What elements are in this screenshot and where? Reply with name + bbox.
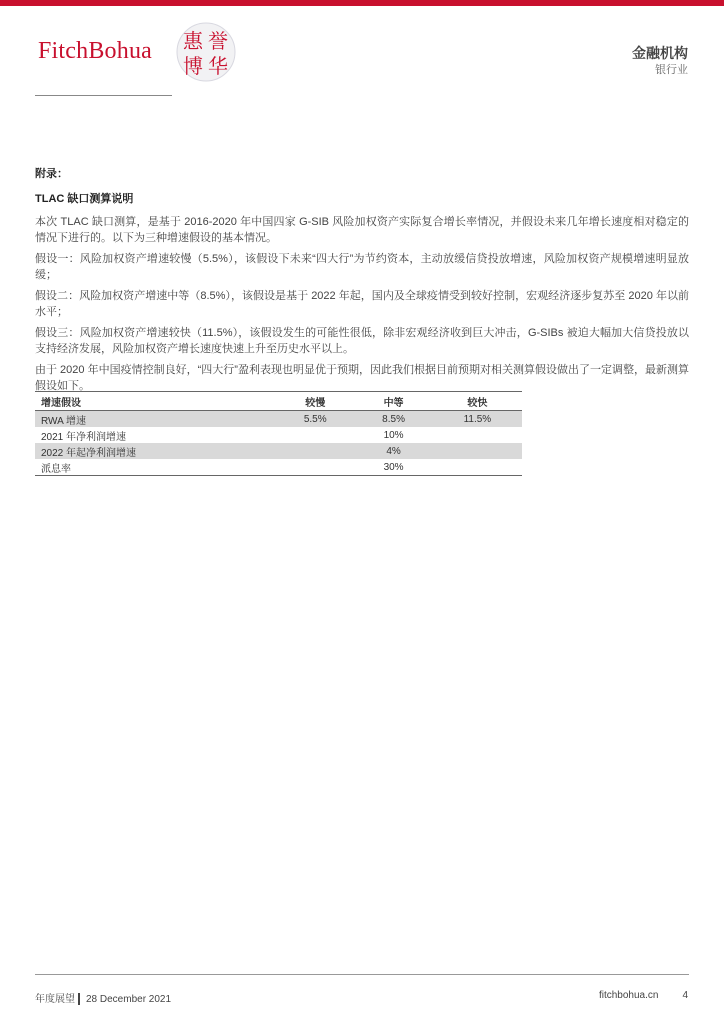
- seal-char-2: 誉: [208, 29, 228, 53]
- table-header-fast: 较快: [433, 392, 522, 411]
- table-cell-slow: 5.5%: [276, 411, 354, 428]
- table-cell-slow: [276, 459, 354, 476]
- footer-right: [599, 990, 688, 1001]
- footer-divider: [35, 974, 689, 975]
- appendix-title: 附录：: [35, 168, 68, 180]
- top-accent-bar: [0, 0, 724, 6]
- paragraph-intro: 本次 TLAC 缺口测算，是基于 2016-2020 年中国四家 G-SIB 风险加权资产实际复合增长率情况，并假设未来几年增长速度相对稳定的情况下进行的。以下为三种增速假设的基本情况。: [35, 216, 689, 244]
- header-divider: [35, 95, 172, 96]
- logo-wordmark: FitchBohua: [38, 38, 152, 64]
- table-cell-slow: [276, 427, 354, 443]
- appendix-content: [35, 166, 689, 399]
- footer-report-type: 年度展望: [35, 994, 75, 1005]
- seal-logo-icon: [176, 22, 236, 82]
- footer-separator: [78, 993, 80, 1005]
- table-cell-mid: 10%: [383, 429, 404, 441]
- table-header-mid: 中等: [354, 392, 432, 411]
- section-title: TLAC 缺口测算说明: [35, 193, 134, 205]
- assumption-table: [35, 391, 522, 476]
- table-row: [35, 411, 522, 428]
- table-cell-fast: [433, 427, 522, 443]
- sector-title: 金融机构: [632, 45, 688, 61]
- table-cell-label: 2022 年起净利润增速: [35, 443, 276, 459]
- footer-left: [35, 990, 171, 1005]
- table-cell-fast: [433, 459, 522, 476]
- table-cell-label: 派息率: [35, 459, 276, 476]
- table-cell-mid: 30%: [354, 459, 432, 476]
- seal-char-1: 惠: [183, 29, 203, 53]
- paragraph-assumption-1: 假设一：风险加权资产增速较慢（5.5%），该假设下未来“四大行”为节约资本，主动放缓信贷投放增速，风险加权资产规模增速明显放缓；: [35, 253, 689, 281]
- fitchbohua-logo: [38, 22, 238, 84]
- table-header-assumption: 增速假设: [35, 392, 276, 411]
- seal-char-3: 博: [183, 54, 203, 78]
- paragraph-adjustment: 由于 2020 年中国疫情控制良好，“四大行”盈利表现也明显优于预期，因此我们根据目前预期对相关测算假设做出了一定调整，最新测算假设如下。: [35, 364, 689, 392]
- table-cell-fast: [433, 443, 522, 459]
- sector-header: [632, 44, 688, 78]
- table-cell-fast: 11.5%: [433, 411, 522, 428]
- table-row: [35, 427, 522, 443]
- table-header-row: [35, 392, 522, 411]
- table-cell-mid: 8.5%: [354, 411, 432, 428]
- table-cell-mid: 4%: [354, 443, 432, 459]
- paragraph-assumption-2: 假设二：风险加权资产增速中等（8.5%），该假设是基于 2022 年起，国内及全球疫情受到较好控制，宏观经济逐步复苏至 2020 年以前水平；: [35, 290, 689, 318]
- paragraph-assumption-3: 假设三：风险加权资产增速较快（11.5%），该假设发生的可能性很低，除非宏观经济收到巨大冲击，G-SIBs 被迫大幅加大信贷投放以支持经济发展，风险加权资产增长速度快速上升至历史水平以上。: [35, 327, 689, 355]
- table-cell-label: RWA 增速: [35, 411, 276, 428]
- table-row: [35, 443, 522, 459]
- table-cell-label: 2021 年净利润增速: [41, 431, 127, 443]
- footer-date: 28 December 2021: [86, 994, 172, 1005]
- table-cell-slow: [276, 443, 354, 459]
- footer-website-link[interactable]: fitchbohua.cn: [598, 990, 659, 1001]
- table-row: [35, 459, 522, 476]
- subsector-title: 银行业: [655, 64, 688, 76]
- seal-char-4: 华: [208, 54, 228, 78]
- page-number: 4: [682, 990, 688, 1001]
- table-header-slow: 较慢: [276, 392, 354, 411]
